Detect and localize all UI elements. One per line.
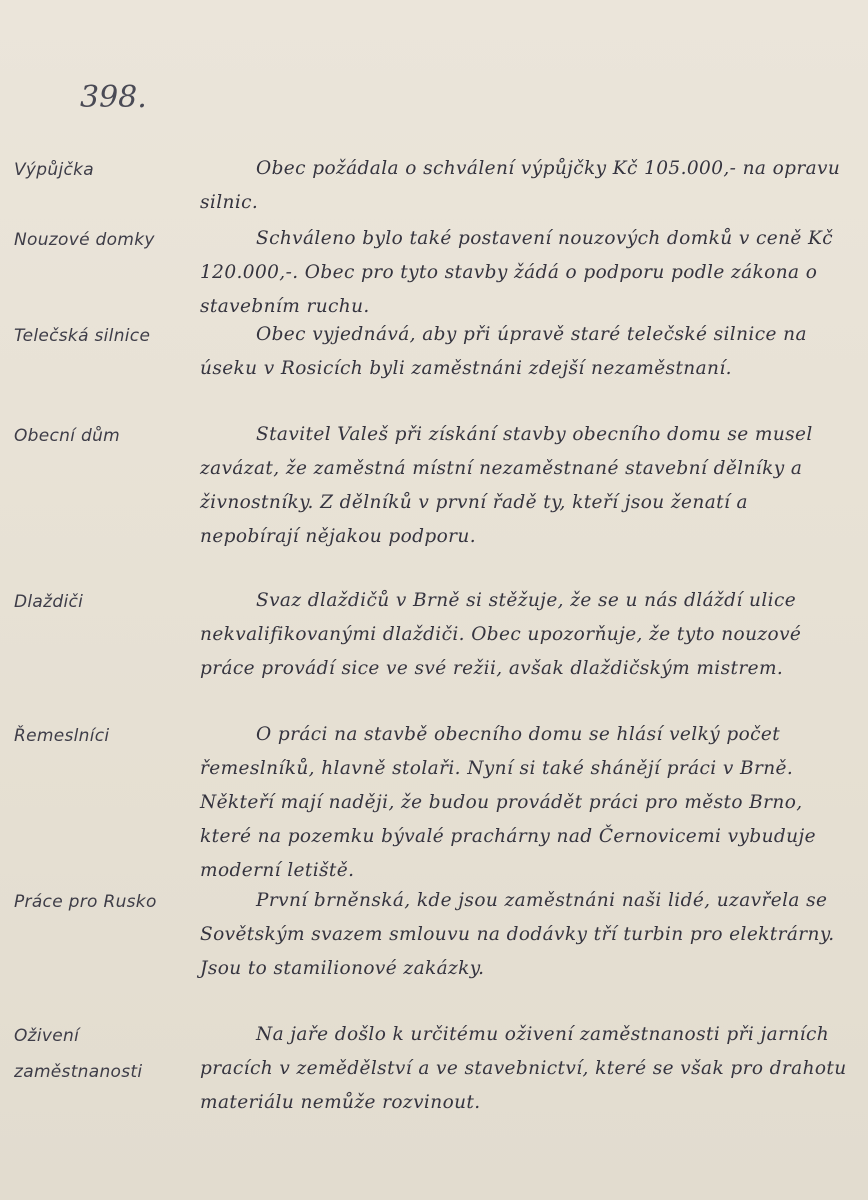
entry-text-prace-pro-rusko: První brněnská, kde jsou zaměstnáni naši lidé, uzavřela se Sovětským svazem smlouvu na dodávky tří turbin pro elektrárny. Jsou to stamilionové zakázky. bbox=[200, 890, 835, 979]
entry-text-obecni-dum: Stavitel Valeš při získání stavby obecního domu se musel zavázat, že zaměstná místní nezaměstnané stavební dělníky a živnostníky. Z dělníků v první řadě ty, kteří jsou ženatí a nepobírají nějakou podporu. bbox=[200, 424, 813, 547]
margin-heading-telecska-silnice: Telečská silnice bbox=[14, 326, 151, 346]
entry-text-remeslnici: O práci na stavbě obecního domu se hlásí velký počet řemeslníků, hlavně stolaři. Nyní si také shánějí práci v Brně. Někteří mají naději, že budou provádět práci pro město Brno, které na pozemku bývalé prachárny nad Černovicemi vybuduje moderní letiště. bbox=[200, 724, 816, 881]
margin-heading-remeslnici: Řemeslníci bbox=[14, 726, 110, 746]
entry-text-telecska-silnice: Obec vyjednává, aby při úpravě staré telečské silnice na úseku v Rosicích byli zaměstnáni zdejší nezaměstnaní. bbox=[200, 324, 807, 379]
margin-heading-oziveni-zamestnanosti: Oživení zaměstnanosti bbox=[14, 1026, 143, 1082]
entry-text-vypujcka: Obec požádala o schválení výpůjčky Kč 105.000,- na opravu silnic. bbox=[200, 158, 841, 213]
margin-heading-nouzove-domky: Nouzové domky bbox=[14, 230, 155, 250]
entry-text-nouzove-domky: Schváleno bylo také postavení nouzových domků v ceně Kč 120.000,-. Obec pro tyto stavby žádá o podporu podle zákona o stavebním ruchu. bbox=[200, 228, 834, 317]
margin-heading-dlazdici: Dlaždiči bbox=[14, 592, 84, 612]
entry-text-dlazdici: Svaz dlaždičů v Brně si stěžuje, že se u nás dláždí ulice nekvalifikovanými dlaždiči. Obec upozorňuje, že tyto nouzové práce provádí sice ve své režii, avšak dlaždičským mistrem. bbox=[200, 590, 802, 679]
margin-heading-prace-pro-rusko: Práce pro Rusko bbox=[14, 892, 157, 912]
margin-heading-obecni-dum: Obecní dům bbox=[14, 426, 121, 446]
entry-text-oziveni-zamestnanosti: Na jaře došlo k určitému oživení zaměstnanosti při jarních pracích v zemědělství a ve stavebnictví, které se však pro drahotu materiálu nemůže rozvinout. bbox=[200, 1024, 847, 1113]
margin-heading-vypujcka: Výpůjčka bbox=[14, 160, 94, 180]
page-number: 398. bbox=[80, 80, 147, 115]
